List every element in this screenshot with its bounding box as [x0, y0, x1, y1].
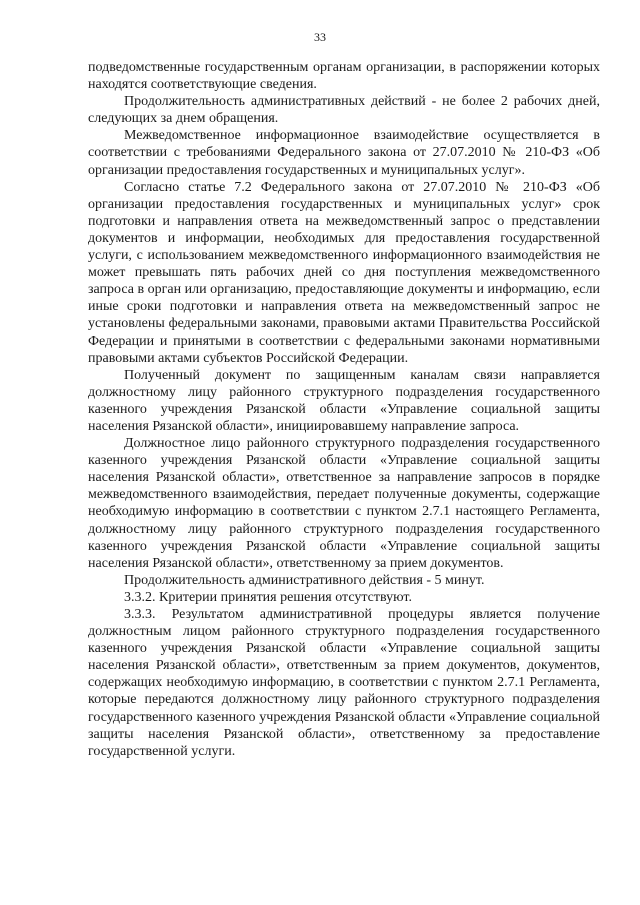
page-number: 33 — [314, 30, 326, 44]
paragraph-5: Полученный документ по защищенным каналам связи направляется должностному лицу районного структурного подразделения государственного казенного учреждения Рязанской области «Управление социальной защиты населения Рязанской области», инициировавшему направление запроса. — [88, 367, 600, 434]
paragraph-4: Согласно статье 7.2 Федерального закона от 27.07.2010 № 210-ФЗ «Об организации предоставления государственных и муниципальных услуг» срок подготовки и направления ответа на межведомственный запрос о представлении документов и информации, необходимых для предоставления государственной услуги, с использованием межведомственного информационного взаимодействия не может превышать пять рабочих дней со дня поступления межведомственного запроса в орган или организацию, предоставляющие документы и информацию, если иные сроки подготовки и направления ответа на межведомственный запрос не установлены федеральными законами, правовыми актами Правительства Российской Федерации и принятыми в соответствии с федеральными законами нормативными правовыми актами субъектов Российской Федерации. — [88, 179, 600, 366]
paragraph-2: Продолжительность административных действий - не более 2 рабочих дней, следующих за днем обращения. — [88, 94, 600, 127]
paragraph-8: 3.3.2. Критерии принятия решения отсутствуют. — [124, 589, 412, 605]
paragraph-3: Межведомственное информационное взаимодействие осуществляется в соответствии с требованиями Федерального закона от 27.07.2010 № 210-ФЗ «Об организации предоставления государственных и муниципальных услуг». — [88, 128, 600, 178]
paragraph-1: подведомственные государственным органам организации, в распоряжении которых находятся соответствующие сведения. — [88, 60, 600, 93]
paragraph-9: 3.3.3. Результатом административной процедуры является получение должностным лицом районного структурного подразделения государственного казенного учреждения Рязанской области «Управление социальной защиты населения Рязанской области», ответственным за прием документов, документов, содержащих необходимую информацию, в соответствии с пунктом 2.7.1 Регламента, которые передаются должностному лицу районного структурного подразделения государственного казенного учреждения Рязанской области «Управление социальной защиты населения Рязанской области», ответственному за предоставление государственной услуги. — [88, 607, 600, 759]
paragraph-6: Должностное лицо районного структурного подразделения государственного казенного учреждения Рязанской области «Управление социальной защиты населения Рязанской области», ответственное за направление запросов в порядке межведомственного взаимодействия, передает полученные документы, содержащие необходимую информацию в соответствии с пунктом 2.7.1 настоящего Регламента, должностному лицу районного структурного подразделения государственного казенного учреждения Рязанской области «Управление социальной защиты населения Рязанской области», ответственному за прием документов. — [88, 436, 600, 571]
paragraph-7: Продолжительность административного действия - 5 минут. — [124, 572, 485, 588]
